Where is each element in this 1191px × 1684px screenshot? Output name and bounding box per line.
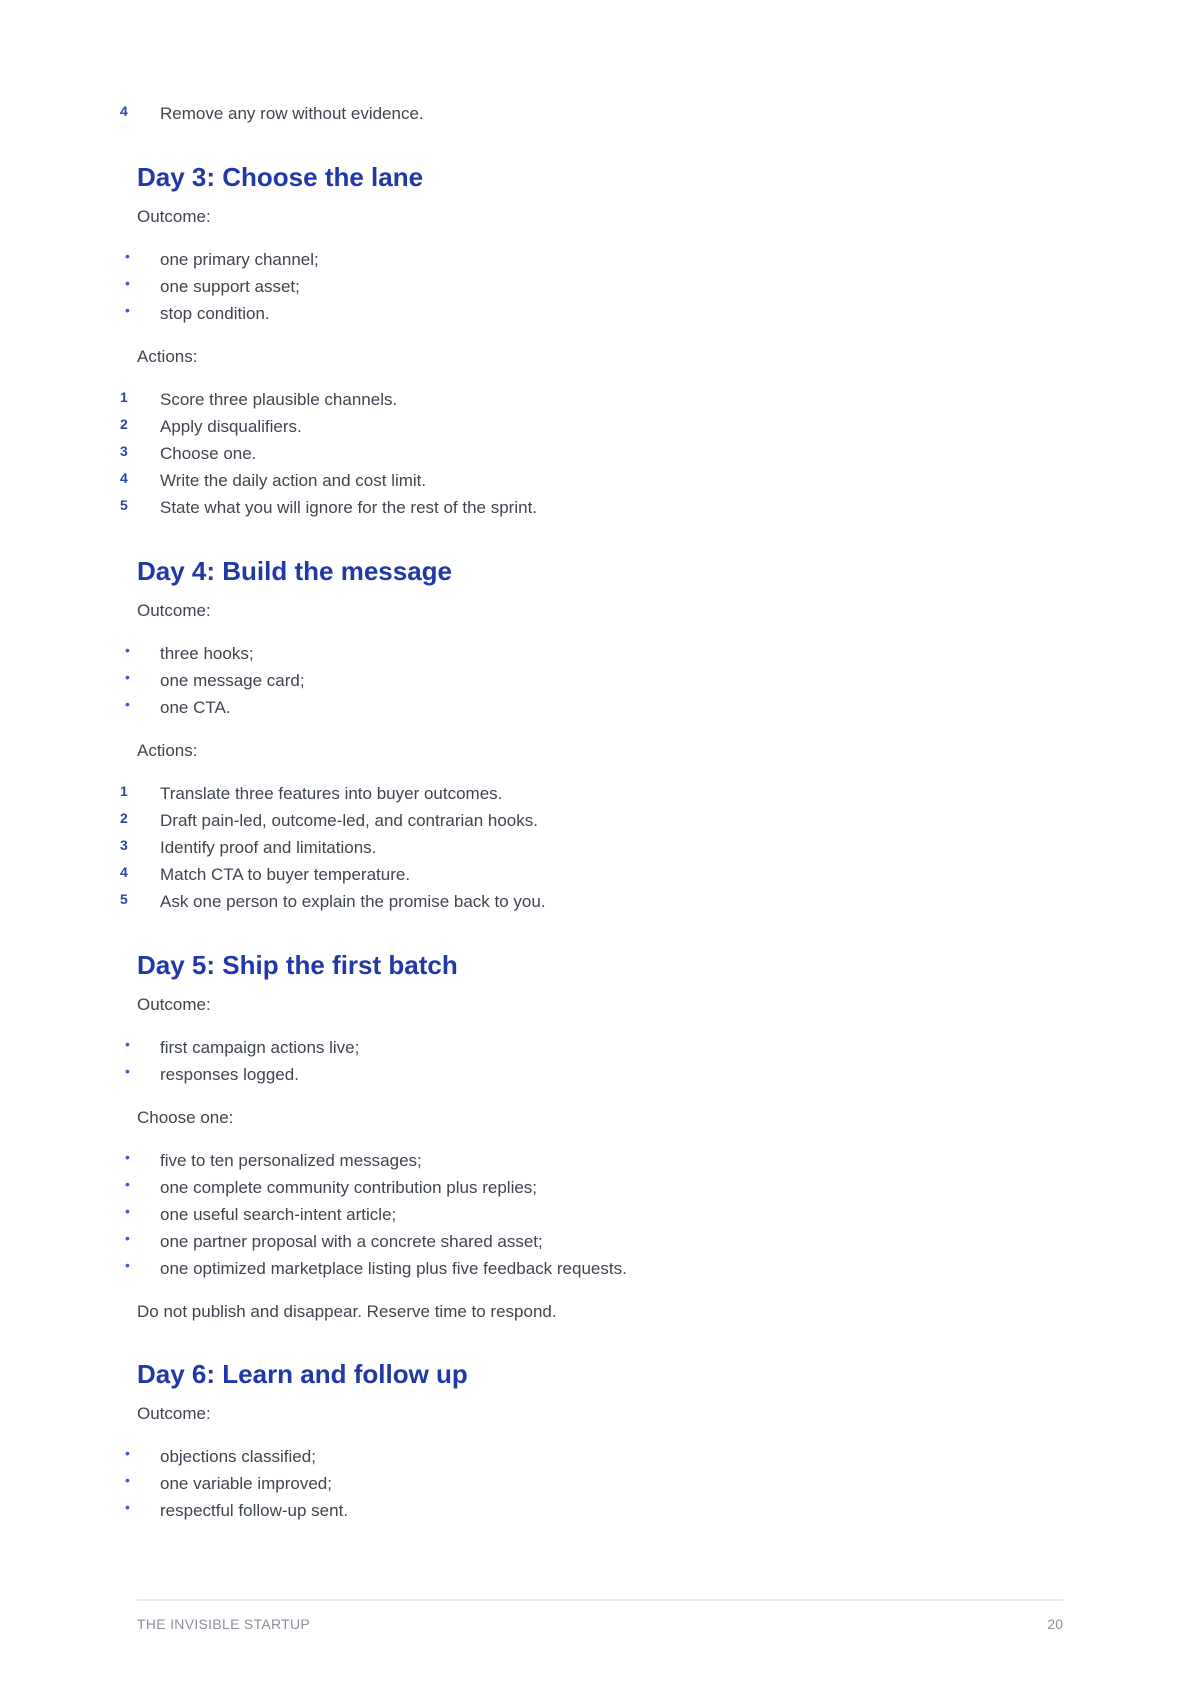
list-item-text: one complete community contribution plus replies;: [160, 1178, 538, 1197]
list-item: [125, 273, 1063, 300]
section-day-6: [125, 1358, 1063, 1524]
footer-book-title: THE INVISIBLE STARTUP: [137, 1616, 311, 1632]
choose-list: [125, 1147, 1063, 1282]
list-item-text: one support asset;: [160, 277, 300, 296]
list-item: [125, 1228, 1063, 1255]
list-item-text: one partner proposal with a concrete shared asset;: [160, 1232, 543, 1251]
list-item-text: five to ten personalized messages;: [160, 1151, 422, 1170]
list-item: [120, 888, 1063, 915]
list-item-text: responses logged.: [160, 1065, 299, 1084]
list-item: [125, 300, 1063, 327]
list-item: [120, 494, 1063, 521]
bullet-icon: •: [125, 1036, 130, 1052]
list-item-text: one primary channel;: [160, 250, 319, 269]
list-item: [120, 413, 1063, 440]
list-number: 3: [120, 443, 128, 459]
list-item: [125, 640, 1063, 667]
bullet-icon: •: [125, 696, 130, 712]
outcome-list: [125, 1034, 1063, 1088]
list-number: 2: [120, 810, 128, 826]
footer-divider: [137, 1599, 1063, 1601]
section-heading: Day 3: Choose the lane: [137, 162, 424, 192]
list-item-text: Identify proof and limitations.: [160, 838, 377, 857]
list-number: 1: [120, 783, 128, 799]
section-day-5: [125, 949, 1063, 1324]
list-item: [120, 807, 1063, 834]
list-item: [120, 440, 1063, 467]
bullet-icon: •: [125, 1445, 130, 1461]
list-item-text: Choose one.: [160, 444, 257, 463]
list-item: [120, 100, 1063, 127]
list-item-text: Ask one person to explain the promise back to you.: [160, 892, 546, 911]
list-item: [120, 780, 1063, 807]
outcome-list: [125, 1443, 1063, 1524]
list-item-text: one message card;: [160, 671, 305, 690]
outcome-label: Outcome:: [137, 995, 211, 1014]
section-day-3: [120, 161, 1063, 521]
bullet-icon: •: [125, 275, 130, 291]
page-content: [120, 100, 1063, 1524]
outcome-list: [125, 640, 1063, 721]
outcome-label: Outcome:: [137, 1404, 211, 1423]
list-number: 3: [120, 837, 128, 853]
list-item: [120, 467, 1063, 494]
actions-label: Actions:: [137, 741, 198, 760]
bullet-icon: •: [125, 669, 130, 685]
list-item-text: one optimized marketplace listing plus five feedback requests.: [160, 1259, 627, 1278]
bullet-icon: •: [125, 1203, 130, 1219]
list-number: 4: [120, 103, 128, 119]
list-item: [125, 1443, 1063, 1470]
footer-page-number: 20: [1047, 1616, 1063, 1632]
list-item: [125, 1034, 1063, 1061]
list-item: [125, 1470, 1063, 1497]
bullet-icon: •: [125, 302, 130, 318]
list-number: 5: [120, 891, 128, 907]
list-number: 1: [120, 389, 128, 405]
list-item-text: one CTA.: [160, 698, 231, 717]
list-item: [125, 1201, 1063, 1228]
list-item-text: Draft pain-led, outcome-led, and contrarian hooks.: [160, 811, 538, 830]
list-item: [125, 694, 1063, 721]
outcome-label: Outcome:: [137, 207, 211, 226]
list-item: [120, 386, 1063, 413]
list-item: [120, 861, 1063, 888]
list-item: [120, 834, 1063, 861]
list-item: [125, 1497, 1063, 1524]
list-number: 4: [120, 470, 128, 486]
list-item: [125, 1061, 1063, 1088]
section-heading: Day 4: Build the message: [137, 556, 452, 586]
list-item-text: Translate three features into buyer outcomes.: [160, 784, 503, 803]
list-item-text: first campaign actions live;: [160, 1038, 360, 1057]
section-heading: Day 6: Learn and follow up: [137, 1359, 468, 1389]
list-item-text: objections classified;: [160, 1447, 316, 1466]
list-number: 2: [120, 416, 128, 432]
bullet-icon: •: [125, 1257, 130, 1273]
list-number: 5: [120, 497, 128, 513]
list-number: 4: [120, 864, 128, 880]
section-heading: Day 5: Ship the first batch: [137, 950, 458, 980]
list-item: [125, 1147, 1063, 1174]
bullet-icon: •: [125, 248, 130, 264]
bullet-icon: •: [125, 1176, 130, 1192]
list-item: [125, 1255, 1063, 1282]
actions-label: Actions:: [137, 347, 198, 366]
actions-list: [120, 780, 1063, 915]
list-item-text: one variable improved;: [160, 1474, 332, 1493]
list-item: [125, 1174, 1063, 1201]
list-item-text: Match CTA to buyer temperature.: [160, 865, 411, 884]
list-item-text: State what you will ignore for the rest of the sprint.: [160, 498, 538, 517]
bullet-icon: •: [125, 1063, 130, 1079]
list-item: [125, 667, 1063, 694]
bullet-icon: •: [125, 1499, 130, 1515]
outcome-label: Outcome:: [137, 601, 211, 620]
outcome-list: [125, 246, 1063, 327]
list-item-text: Apply disqualifiers.: [160, 417, 302, 436]
choose-label: Choose one:: [137, 1108, 234, 1127]
list-item-text: one useful search-intent article;: [160, 1205, 397, 1224]
section-day-4: [120, 555, 1063, 915]
bullet-icon: •: [125, 1472, 130, 1488]
list-item-text: respectful follow-up sent.: [160, 1501, 349, 1520]
list-item-text: Remove any row without evidence.: [160, 104, 424, 123]
list-item-text: Score three plausible channels.: [160, 390, 398, 409]
list-item: [125, 246, 1063, 273]
carryover-list: [120, 100, 1063, 127]
list-item-text: stop condition.: [160, 304, 270, 323]
bullet-icon: •: [125, 1149, 130, 1165]
actions-list: [120, 386, 1063, 521]
closing-paragraph: Do not publish and disappear. Reserve time to respond.: [137, 1302, 557, 1321]
bullet-icon: •: [125, 1230, 130, 1246]
list-item-text: Write the daily action and cost limit.: [160, 471, 427, 490]
list-item-text: three hooks;: [160, 644, 254, 663]
bullet-icon: •: [125, 642, 130, 658]
